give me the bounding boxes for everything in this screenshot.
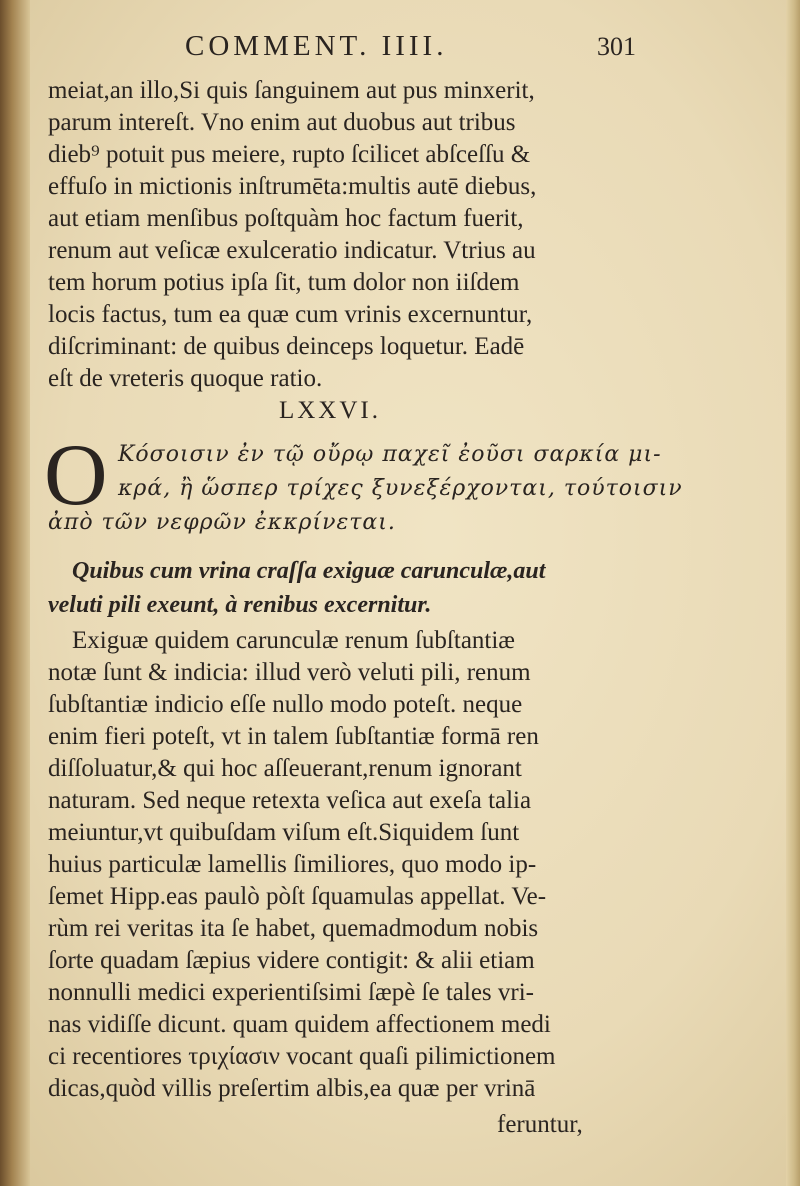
greek-line: Κόσοισιν ἐν τῷ οὔρῳ παχεῖ ἐοῦσι σαρκία μι- (118, 442, 662, 467)
binding-gutter (0, 0, 30, 1186)
text-line: diſcriminant: de quibus deinceps loquetur. Eadē (48, 333, 525, 360)
text-line: Exiguæ quidem carunculæ renum ſubſtantiæ (72, 627, 515, 654)
text-line: rùm rei veritas ita ſe habet, quemadmodum nobis (48, 915, 539, 942)
page-edge (786, 0, 800, 1186)
text-line: naturam. Sed neque retexta veſica aut exeſa talia (48, 787, 532, 814)
text-line: huius particulæ lamellis ſimiliores, quo modo ip- (48, 851, 537, 878)
text-line: dicas,quòd villis preſertim albis,ea quæ per vrinā (48, 1075, 536, 1102)
running-head: COMMENT. IIII. (185, 30, 448, 62)
text-line: parum intereſt. Vno enim aut duobus aut tribus (48, 109, 516, 136)
text-line: ſemet Hipp.eas paulò pòſt ſquamulas appellat. Ve- (48, 883, 547, 910)
text-line: meiuntur,vt quibuſdam viſum eſt.Siquidem ſunt (48, 819, 520, 846)
text-line: ſubſtantiæ indicio eſſe nullo modo poteſt. neque (48, 691, 523, 718)
page-header (0, 30, 800, 70)
greek-line: ἀπὸ τῶν νεφρῶν ἐκκρίνεται. (48, 510, 396, 535)
text-line: renum aut veſicæ exulceratio indicatur. Vtrius au (48, 237, 536, 264)
text-line: ci recentiores τριχίασιν vocant quaſi pilimictionem (48, 1043, 556, 1070)
lemma-line: Quibus cum vrina craſſa exiguæ carunculæ,aut (72, 558, 546, 584)
text-line: nas vidiſſe dicunt. quam quidem affectionem medi (48, 1011, 551, 1038)
text-line: eſt de vreteris quoque ratio. (48, 365, 323, 392)
text-line: meiat,an illo,Si quis ſanguinem aut pus minxerit, (48, 77, 535, 104)
greek-line: κρά, ἢ ὥσπερ τρίχες ξυνεξέρχονται, τούτοισιν (118, 476, 683, 501)
text-line: diſſoluatur,& qui hoc aſſeuerant,renum ignorant (48, 755, 522, 782)
drop-cap: O (44, 427, 108, 524)
catchword: feruntur, (497, 1111, 583, 1138)
text-line: ſorte quadam ſæpius videre contigit: & alii etiam (48, 947, 535, 974)
lemma-line: veluti pili exeunt, à renibus excernitur. (48, 592, 432, 618)
text-line: aut etiam menſibus poſtquàm hoc factum fuerit, (48, 205, 524, 232)
text-line: tem horum potius ipſa ſit, tum dolor non iiſdem (48, 269, 520, 296)
section-number: LXXVI. (278, 397, 381, 424)
text-line: effuſo in mictionis inſtrumēta:multis autē diebus, (48, 173, 537, 200)
text-line: dieb⁹ potuit pus meiere, rupto ſcilicet abſceſſu & (48, 141, 531, 168)
text-line: enim fieri poteſt, vt in talem ſubſtantiæ formā ren (48, 723, 539, 750)
text-line: locis factus, tum ea quæ cum vrinis excernuntur, (48, 301, 533, 328)
text-line: notæ ſunt & indicia: illud verò veluti pili, renum (48, 659, 531, 686)
text-line: nonnulli medici experientiſsimi ſæpè ſe tales vri- (48, 979, 534, 1006)
page-number: 301 (597, 32, 636, 61)
